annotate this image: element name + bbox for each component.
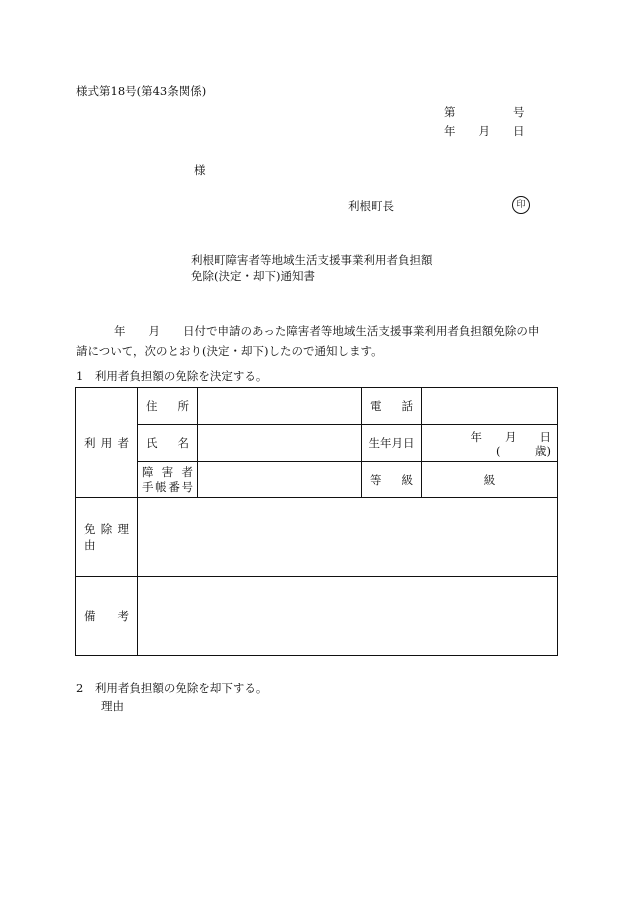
section-2-reason-label: 理由	[101, 699, 124, 713]
grade-label: 等級	[362, 462, 422, 498]
handbook-number-field[interactable]	[198, 462, 362, 498]
address-label: 住所	[138, 388, 198, 425]
birthdate-field[interactable]	[422, 425, 558, 462]
addressee-suffix: 様	[194, 163, 206, 177]
name-field[interactable]	[198, 425, 362, 462]
application-table	[75, 387, 558, 656]
grade-unit: 級	[483, 472, 496, 487]
grade-field[interactable]	[422, 462, 558, 498]
remarks-label: 備考	[76, 577, 138, 656]
remarks-field[interactable]	[138, 577, 558, 656]
name-label: 氏名	[138, 425, 198, 462]
seal-mark: 印	[512, 196, 530, 214]
body-line-2: 請について，次のとおり(決定・却下)したので通知します。	[76, 344, 383, 358]
birthdate-date: 年 月 日	[470, 430, 551, 444]
section-1-heading: 1 利用者負担額の免除を決定する。	[76, 369, 268, 383]
handbook-label-line-2: 手帳番号	[142, 479, 193, 494]
phone-field[interactable]	[422, 388, 558, 425]
document-number: 第 号	[444, 105, 525, 119]
issuer-name: 利根町長	[348, 199, 394, 213]
body-line-1: 年 月 日付で申請のあった障害者等地域生活支援事業利用者負担額免除の申	[114, 324, 540, 338]
handbook-label-line-1: 障害者	[142, 464, 193, 479]
phone-label: 電話	[362, 388, 422, 425]
address-field[interactable]	[198, 388, 362, 425]
title-line-2: 免除(決定・却下)通知書	[191, 269, 315, 283]
section-2-heading: 2 利用者負担額の免除を却下する。	[76, 681, 268, 695]
title-line-1: 利根町障害者等地域生活支援事業利用者負担額	[191, 253, 433, 267]
document-date: 年 月 日	[444, 124, 525, 138]
form-number: 様式第18号(第43条関係)	[76, 84, 207, 98]
handbook-label	[138, 462, 198, 498]
reason-field[interactable]	[138, 498, 558, 577]
applicant-label: 利用者	[76, 388, 138, 498]
birthdate-label: 生年月日	[362, 425, 422, 462]
reason-label: 免除理由	[76, 498, 138, 577]
birthdate-age: ( 歳)	[496, 444, 551, 458]
